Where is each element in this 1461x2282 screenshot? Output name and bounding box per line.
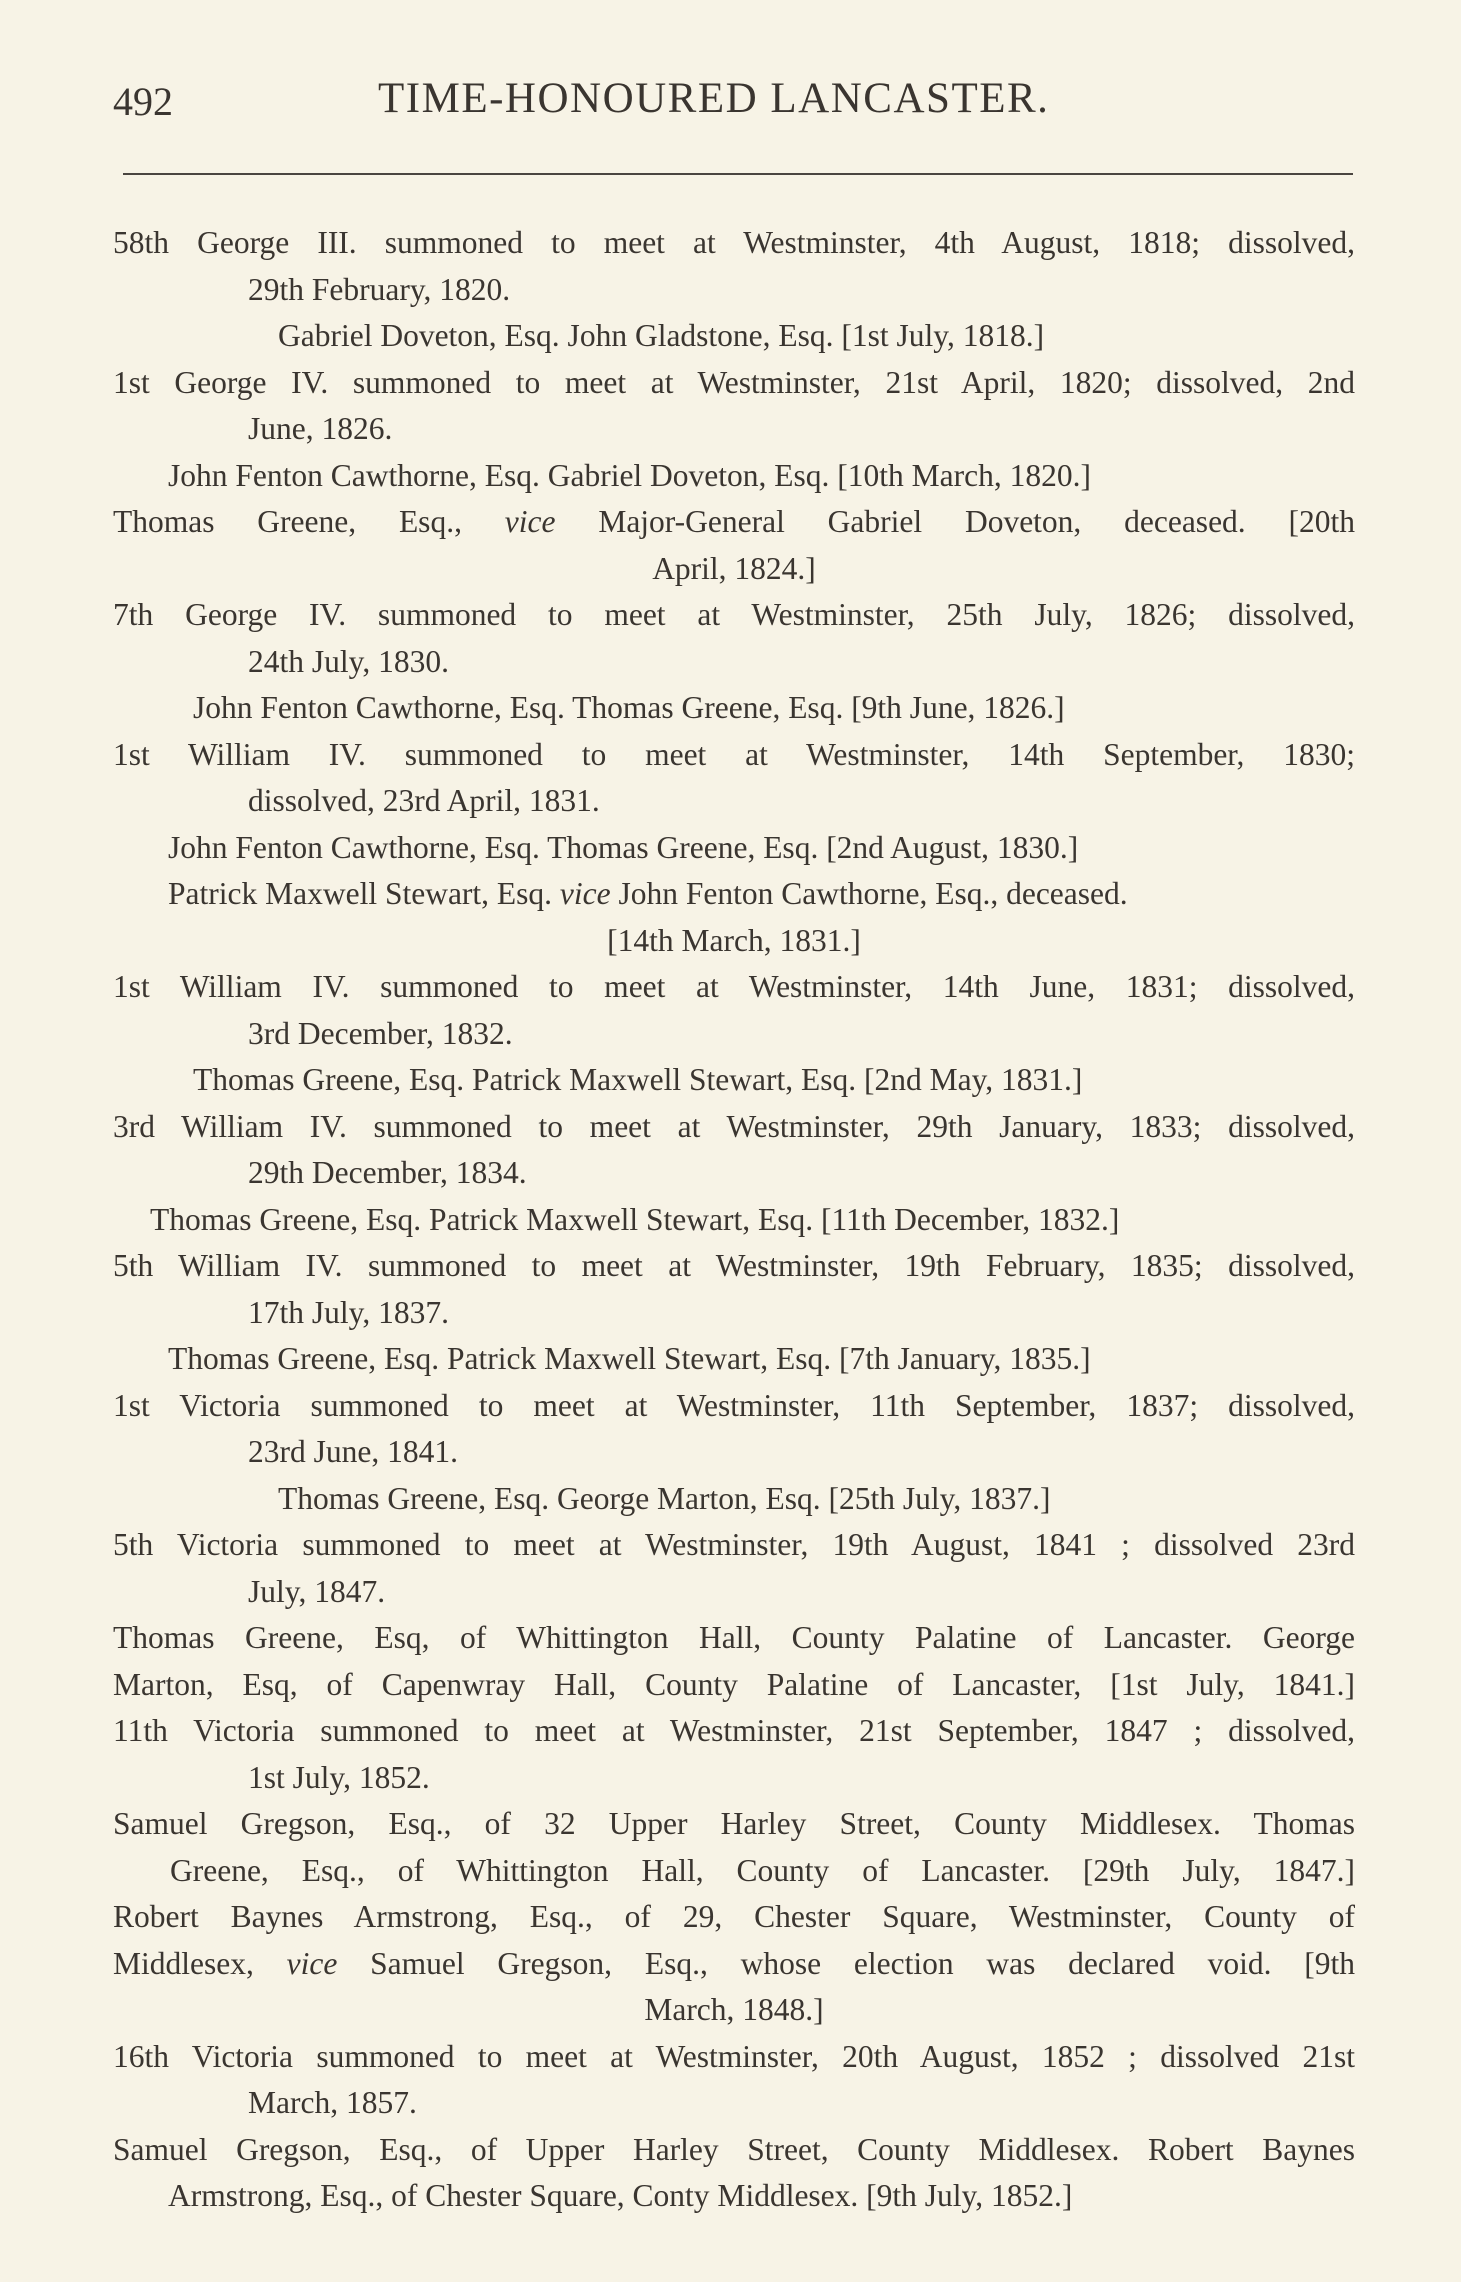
members-line: Greene, Esq., of Whittington Hall, County of Lancaster. [29th July, 1847.] <box>170 1852 1355 1888</box>
members-line: John Fenton Cawthorne, Esq. Gabriel Doveton, Esq. [10th March, 1820.] <box>168 457 1091 493</box>
members-line: Thomas Greene, Esq, of Whittington Hall, County Palatine of Lancaster. George <box>113 1620 1355 1655</box>
vice-word: vice <box>504 504 556 539</box>
members-line: Samuel Gregson, Esq., of Upper Harley Street, County Middlesex. Robert Baynes <box>113 2131 1355 2167</box>
parliament-line: 1st William IV. summoned to meet at Westminster, 14th June, 1831; dissolved, <box>113 969 1355 1004</box>
parliament-line: 1st William IV. summoned to meet at Westminster, 14th September, 1830; <box>113 736 1355 772</box>
page-number: 492 <box>113 79 173 124</box>
members-line: Thomas Greene, Esq. Patrick Maxwell Stewart, Esq. [7th January, 1835.] <box>168 1341 1091 1376</box>
header-rule <box>123 173 1353 175</box>
page-header <box>0 70 1461 130</box>
parliament-list <box>113 220 1355 2220</box>
parliament-line: June, 1826. <box>248 411 393 446</box>
parliament-line: 1st July, 1852. <box>248 1759 430 1795</box>
vice-word: vice <box>286 1945 338 1981</box>
members-line: Gabriel Doveton, Esq. John Gladstone, Esq. [1st July, 1818.] <box>278 318 1045 353</box>
by-election-line <box>113 871 1355 918</box>
members-line: John Fenton Cawthorne, Esq. Thomas Greene, Esq. [9th June, 1826.] <box>193 690 1065 725</box>
parliament-line: 5th William IV. summoned to meet at Westminster, 19th February, 1835; dissolved, <box>113 1248 1355 1283</box>
by-election-date: [14th March, 1831.] <box>607 922 861 958</box>
parliament-line: 24th July, 1830. <box>248 643 449 679</box>
parliament-line: 29th December, 1834. <box>248 1155 527 1190</box>
by-election-line <box>113 1941 1355 1988</box>
members-line: Thomas Greene, Esq. Patrick Maxwell Stewart, Esq. [2nd May, 1831.] <box>193 1062 1083 1097</box>
by-election-text: Major-General Gabriel Doveton, deceased. [20th <box>598 504 1355 539</box>
parliament-line: 16th Victoria summoned to meet at Westminster, 20th August, 1852 ; dissolved 21st <box>113 2038 1355 2074</box>
by-election-text: Patrick Maxwell Stewart, Esq. <box>168 876 553 911</box>
parliament-line: dissolved, 23rd April, 1831. <box>248 783 600 818</box>
members-line: Armstrong, Esq., of Chester Square, Conty Middlesex. [9th July, 1852.] <box>168 2178 1073 2213</box>
parliament-line: 17th July, 1837. <box>248 1294 449 1330</box>
parliament-line: 3rd December, 1832. <box>248 1015 513 1051</box>
by-election-text: Middlesex, <box>113 1945 254 1981</box>
members-line: Samuel Gregson, Esq., of 32 Upper Harley Street, County Middlesex. Thomas <box>113 1806 1355 1841</box>
parliament-line: 11th Victoria summoned to meet at Westminster, 21st September, 1847 ; dissolved, <box>113 1713 1355 1748</box>
parliament-line: 7th George IV. summoned to meet at Westminster, 25th July, 1826; dissolved, <box>113 597 1355 632</box>
vice-word: vice <box>559 876 611 911</box>
parliament-line: March, 1857. <box>248 2085 417 2120</box>
running-title: TIME-HONOURED LANCASTER. <box>378 75 1050 122</box>
by-election-line <box>113 499 1355 546</box>
parliament-line: 23rd June, 1841. <box>248 1434 458 1469</box>
parliament-line: July, 1847. <box>248 1573 386 1609</box>
parliament-line: 5th Victoria summoned to meet at Westminster, 19th August, 1841 ; dissolved 23rd <box>113 1527 1355 1562</box>
parliament-line: 3rd William IV. summoned to meet at Westminster, 29th January, 1833; dissolved, <box>113 1108 1355 1144</box>
parliament-line: 1st George IV. summoned to meet at Westminster, 21st April, 1820; dissolved, 2nd <box>113 364 1355 400</box>
members-line: Thomas Greene, Esq. George Marton, Esq. [25th July, 1837.] <box>278 1480 1051 1516</box>
parliament-line: 1st Victoria summoned to meet at Westminster, 11th September, 1837; dissolved, <box>113 1387 1355 1423</box>
by-election-date: April, 1824.] <box>652 550 816 586</box>
members-line: Thomas Greene, Esq. Patrick Maxwell Stewart, Esq. [11th December, 1832.] <box>150 1201 1120 1237</box>
by-election-text: Samuel Gregson, Esq., whose election was declared void. [9th <box>370 1945 1356 1981</box>
parliament-line: 29th February, 1820. <box>248 271 511 307</box>
parliament-line: 58th George III. summoned to meet at Westminster, 4th August, 1818; dissolved, <box>113 225 1355 260</box>
by-election-line: Robert Baynes Armstrong, Esq., of 29, Chester Square, Westminster, County of <box>113 1899 1355 1934</box>
by-election-text: John Fenton Cawthorne, Esq., deceased. <box>618 876 1128 911</box>
by-election-date: March, 1848.] <box>644 1992 824 2027</box>
members-line: John Fenton Cawthorne, Esq. Thomas Greene, Esq. [2nd August, 1830.] <box>168 829 1079 865</box>
members-line: Marton, Esq, of Capenwray Hall, County Palatine of Lancaster, [1st July, 1841.] <box>113 1666 1355 1702</box>
by-election-text: Thomas Greene, Esq., <box>113 504 462 539</box>
